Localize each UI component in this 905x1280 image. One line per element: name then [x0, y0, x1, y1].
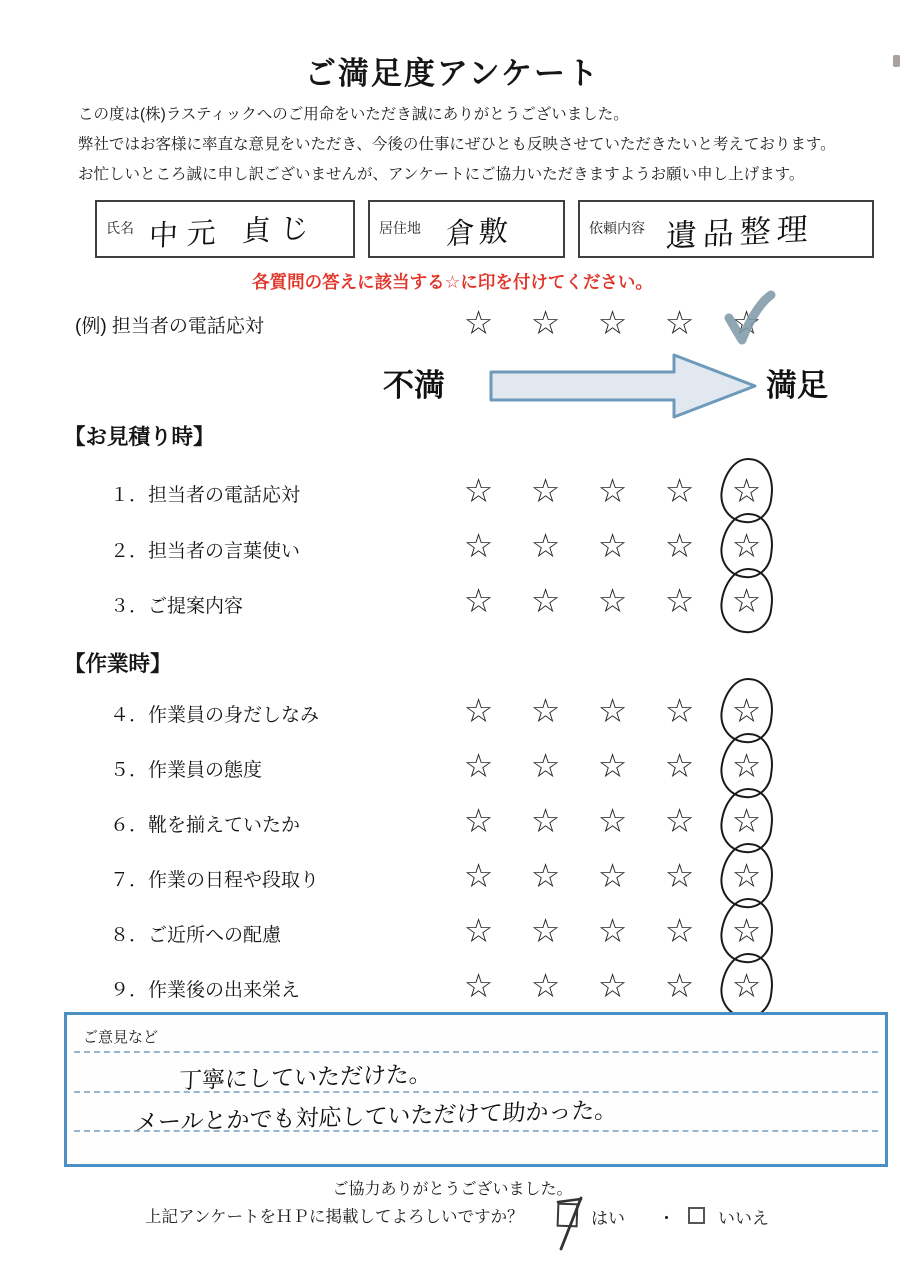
star-icon[interactable]: ☆ [530, 967, 561, 1004]
star-icon[interactable]: ☆ [530, 857, 561, 894]
star-icon[interactable]: ☆ [713, 584, 780, 617]
handwritten-comment-line-1: 丁寧にしていただけた。 [178, 1060, 433, 1094]
star-icon[interactable]: ☆ [530, 747, 561, 784]
star-icon[interactable]: ☆ [597, 304, 628, 341]
star-icon[interactable]: ☆ [713, 749, 780, 782]
question-9-label: ９．作業後の出来栄え [110, 980, 301, 1001]
option-separator: ・ [658, 1209, 675, 1228]
question-8-label: ８．ご近所への配慮 [110, 925, 282, 946]
question-7-label: ７．作業の日程や段取り [110, 870, 320, 891]
star-icon[interactable]: ☆ [597, 912, 628, 949]
section-heading-work: 【作業時】 [64, 652, 172, 676]
star-icon[interactable]: ☆ [597, 692, 628, 729]
handwritten-circle-mark [717, 950, 777, 1021]
no-checkbox[interactable] [688, 1207, 705, 1224]
scale-low-label: 不満 [383, 368, 445, 403]
star-icon[interactable]: ☆ [530, 802, 561, 839]
intro-line-3: お忙しいところ誠に申し訳ございませんが、アンケートにご協力いただきますようお願い申し上げます。 [78, 166, 805, 183]
question-6-rating-stars [445, 804, 780, 837]
star-icon[interactable]: ☆ [713, 859, 780, 892]
star-icon[interactable]: ☆ [463, 527, 494, 564]
star-icon[interactable]: ☆ [530, 304, 561, 341]
star-icon[interactable]: ☆ [530, 582, 561, 619]
request-type-field-label: 依頼内容 [589, 220, 645, 236]
question-9-rating-stars [445, 969, 780, 1002]
star-icon[interactable]: ☆ [713, 529, 780, 562]
writing-guide-line [74, 1051, 878, 1053]
question-4-label: ４．作業員の身だしなみ [110, 705, 320, 726]
star-icon[interactable]: ☆ [463, 692, 494, 729]
question-5-rating-stars [445, 749, 780, 782]
question-1-rating-stars [445, 474, 780, 507]
residence-field [368, 200, 565, 258]
star-icon[interactable]: ☆ [530, 692, 561, 729]
page-title: ご満足度アンケート [304, 56, 601, 91]
intro-paragraph [78, 100, 888, 190]
question-6-label: ６．靴を揃えていたか [110, 815, 301, 836]
star-icon[interactable]: ☆ [664, 582, 695, 619]
star-icon[interactable]: ☆ [664, 304, 695, 341]
handwritten-circle-mark [717, 565, 777, 636]
satisfaction-arrow-icon [488, 351, 760, 426]
star-icon[interactable]: ☆ [664, 472, 695, 509]
star-icon[interactable]: ☆ [463, 747, 494, 784]
star-icon[interactable]: ☆ [713, 914, 780, 947]
star-icon[interactable]: ☆ [597, 802, 628, 839]
residence-field-value-handwritten: 倉敷 [445, 215, 513, 252]
scale-high-label: 満足 [766, 368, 828, 403]
star-icon[interactable]: ☆ [597, 747, 628, 784]
instruction-text: 各質問の答えに該当する☆に印を付けてください。 [252, 272, 653, 292]
star-icon[interactable]: ☆ [713, 969, 780, 1002]
star-icon[interactable]: ☆ [463, 472, 494, 509]
star-icon[interactable]: ☆ [597, 967, 628, 1004]
question-8-rating-stars [445, 914, 780, 947]
question-1-label: １．担当者の電話応対 [110, 485, 301, 506]
section-heading-estimate: 【お見積り時】 [64, 425, 215, 449]
name-field-value-handwritten: 中元 貞じ [148, 212, 319, 254]
question-3-rating-stars [445, 584, 780, 617]
star-icon[interactable]: ☆ [713, 694, 780, 727]
request-type-field-value-handwritten: 遺品整理 [665, 211, 815, 255]
star-icon[interactable]: ☆ [597, 472, 628, 509]
star-icon[interactable]: ☆ [664, 857, 695, 894]
star-icon[interactable]: ☆ [597, 527, 628, 564]
star-icon[interactable]: ☆ [713, 804, 780, 837]
comments-box[interactable] [64, 1012, 888, 1167]
star-icon[interactable]: ☆ [463, 912, 494, 949]
star-icon[interactable]: ☆ [530, 912, 561, 949]
yes-option-label[interactable]: はい [591, 1209, 625, 1228]
name-field-label: 氏名 [106, 220, 134, 236]
star-icon[interactable]: ☆ [664, 527, 695, 564]
star-icon[interactable]: ☆ [597, 857, 628, 894]
residence-field-label: 居住地 [379, 220, 421, 236]
star-icon[interactable]: ☆ [530, 527, 561, 564]
star-icon[interactable]: ☆ [664, 802, 695, 839]
star-icon[interactable]: ☆ [713, 474, 780, 507]
star-icon[interactable]: ☆ [530, 472, 561, 509]
star-icon[interactable]: ☆ [463, 967, 494, 1004]
star-icon[interactable]: ☆ [664, 967, 695, 1004]
star-icon[interactable]: ☆ [463, 857, 494, 894]
star-icon[interactable]: ☆ [664, 912, 695, 949]
comments-box-label: ご意見など [83, 1029, 159, 1046]
question-3-label: ３．ご提案内容 [110, 596, 244, 617]
star-icon[interactable]: ☆ [597, 582, 628, 619]
name-field [95, 200, 355, 258]
question-4-rating-stars [445, 694, 780, 727]
star-icon[interactable]: ☆ [664, 747, 695, 784]
example-rating-stars [445, 306, 780, 339]
hp-publish-question: 上記アンケートをＨＰに掲載してよろしいですか？ [145, 1208, 524, 1226]
question-2-label: ２．担当者の言葉使い [110, 541, 301, 562]
handwritten-check-mark [717, 288, 777, 348]
question-2-rating-stars [445, 529, 780, 562]
intro-line-2: 弊社ではお客様に率直な意見をいただき、今後の仕事にぜひとも反映させていただきたいと考えております。 [78, 136, 836, 153]
star-icon[interactable]: ☆ [713, 306, 780, 339]
request-type-field [578, 200, 874, 258]
star-icon[interactable]: ☆ [463, 304, 494, 341]
intro-line-1: この度は(株)ラスティックへのご用命をいただき誠にありがとうございました。 [78, 106, 629, 123]
star-icon[interactable]: ☆ [463, 802, 494, 839]
star-icon[interactable]: ☆ [463, 582, 494, 619]
example-question-label: (例) 担当者の電話応対 [75, 316, 264, 337]
no-option-label[interactable]: いいえ [718, 1209, 769, 1228]
question-5-label: ５．作業員の態度 [110, 760, 263, 781]
thanks-text: ご協力ありがとうございました。 [332, 1181, 573, 1198]
handwritten-check-mark [548, 1192, 592, 1257]
star-icon[interactable]: ☆ [664, 692, 695, 729]
question-7-rating-stars [445, 859, 780, 892]
handwritten-comment-line-2: メールとかでも対応していただけて助かった。 [134, 1096, 618, 1136]
